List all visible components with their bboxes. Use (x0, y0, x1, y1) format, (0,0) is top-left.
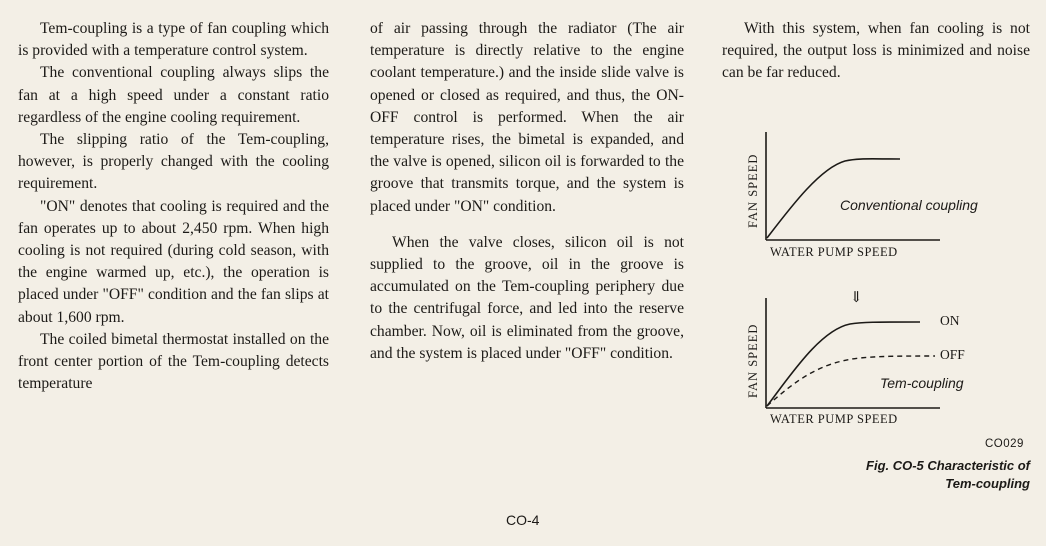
page-number: CO-4 (506, 512, 540, 528)
text-column-3 (722, 18, 1030, 85)
x-axis-label: WATER PUMP SPEED (770, 412, 898, 426)
caption-line: Tem-coupling (945, 476, 1030, 491)
paragraph: "ON" denotes that cooling is required and the fan operates up to about 2,450 rpm. When high cooling is not required (during cold season, with the engine warmed up, etc.), the operation is placed under "OFF" condition and the fan slips at about 1,600 rpm. (18, 197, 329, 326)
on-curve (767, 322, 920, 406)
tem-coupling-chart (740, 286, 1040, 426)
conventional-coupling-chart (740, 128, 1040, 263)
off-label: OFF (940, 347, 965, 362)
curve-label: Tem-coupling (880, 375, 964, 391)
paragraph: of air passing through the radiator (The air temperature is directly relative to the engine coolant temperature.) and the inside slide valve is opened or closed as required, and thus, the ON-OFF control is performed. When the air temperature rises, the bimetal is expanded, and the valve is opened, silicon oil is forwarded to the groove that transmits torque, and the system is placed under "ON" condition. (370, 20, 684, 215)
figure-caption (730, 457, 1030, 493)
figure-code: CO029 (985, 438, 1024, 450)
curve-label: Conventional coupling (840, 197, 978, 213)
text-column-1 (18, 18, 329, 395)
paragraph: The conventional coupling always slips the fan at a high speed under a constant ratio regardless of the engine cooling requirement. (18, 64, 329, 126)
y-axis-label: FAN SPEED (746, 323, 760, 398)
chart-plot (740, 128, 1040, 263)
chart-plot (740, 286, 1040, 426)
y-axis-label: FAN SPEED (746, 153, 760, 228)
x-axis-label: WATER PUMP SPEED (770, 245, 898, 259)
caption-line: Fig. CO-5 Characteristic of (866, 458, 1030, 473)
paragraph: With this system, when fan cooling is not required, the output loss is minimized and noise can be far reduced. (722, 20, 1030, 82)
on-label: ON (940, 313, 960, 328)
text-column-2 (370, 18, 684, 365)
paragraph: The slipping ratio of the Tem-coupling, however, is properly changed with the cooling requirement. (18, 131, 329, 193)
paragraph: When the valve closes, silicon oil is not supplied to the groove, oil in the groove is accumulated on the Tem-coupling periphery due to the centrifugal force, and led into the reserve chamber. Now, oil is eliminated from the groove, and the system is placed under "OFF" condition. (370, 233, 684, 362)
paragraph: Tem-coupling is a type of fan coupling which is provided with a temperature control system. (18, 20, 329, 60)
arrow-down-icon: ⇓ (850, 290, 863, 306)
paragraph: The coiled bimetal thermostat installed on the front center portion of the Tem-coupling detects temperature (18, 330, 329, 393)
